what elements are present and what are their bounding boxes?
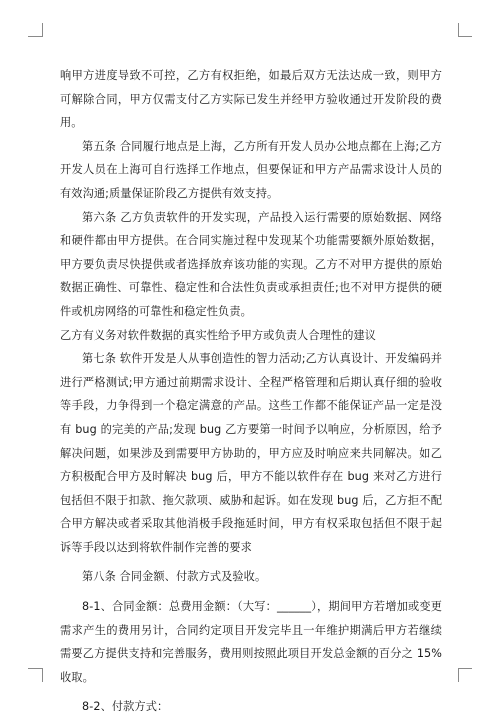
paragraph-8-1-contract-amount: 8-1、合同金额：总费用金额：（大写：______），期间甲方若增加或变更需求产生的费用另计，合同约定项目开发完毕且一年维护期满后甲方若继续需要乙方提供支持和完善服务，费用则按照此项目开发总金额的百分之 15%收取。	[60, 600, 442, 684]
crop-mark-top-right-h	[458, 36, 472, 37]
crop-mark-bottom-left-v	[42, 668, 43, 682]
crop-mark-bottom-right-v	[458, 668, 459, 682]
document-body	[60, 64, 442, 719]
paragraph-article-7: 第七条 软件开发是人从事创造性的智力活动;乙方认真设计、开发编码并进行严格测试;甲方通过前期需求设计、全程严格管理和后期认真仔细的验收等手段，力争得到一个稳定满意的产品。这些工作都不能保证产品一定是没有 bug 的完美的产品;发现 bug 乙方要第一时间予以响应，分析原因，给予解决问题，如果涉及到需要甲方协助的，甲方应及时响应来共同解决。如乙方积极配合甲方及时解决 bug 后，甲方不能以软件存在 bug 来对乙方进行包括但不限于扣款、拖欠款项、威胁和起诉。如在发现 bug 后，乙方拒不配合甲方解决或者采取其他消极手段拖延时间，甲方有权采取包括但不限于起诉等手段以达到将软件制作完善的要求	[60, 352, 442, 554]
paragraph-8-2-payment-method: 8-2、付款方式：	[82, 700, 169, 714]
crop-mark-top-left-h	[28, 36, 42, 37]
crop-mark-bottom-left-h	[28, 668, 42, 669]
paragraph-article-5: 第五条 合同履行地点是上海，乙方所有开发人员办公地点都在上海;乙方开发人员在上海可自行选择工作地点，但要保证和甲方产品需求设计人员的有效沟通;质量保证阶段乙方提供有效支持。	[60, 139, 442, 200]
paragraph-article-8-heading: 第八条 合同金额、付款方式及验收。	[82, 570, 267, 584]
crop-mark-top-left-v	[42, 23, 43, 37]
crop-mark-bottom-right-h	[458, 668, 472, 669]
crop-mark-top-right-v	[458, 23, 459, 37]
paragraph-article-6: 第六条 乙方负责软件的开发实现，产品投入运行需要的原始数据、网络和硬件都由甲方提供。在合同实施过程中发现某个功能需要额外原始数据，甲方要负责尽快提供或者选择放弃该功能的实现。乙方不对甲方提供的原始数据正确性、可靠性、稳定性和合法性负责或承担责任;也不对甲方提供的硬件或机房网络的可靠性和稳定性负责。	[60, 210, 442, 318]
paragraph-continuation: 响甲方进度导致不可控，乙方有权拒绝，如最后双方无法达成一致，则甲方可解除合同，甲方仅需支付乙方实际已发生并经甲方验收通过开发阶段的费用。	[60, 69, 442, 130]
paragraph-data-advice: 乙方有义务对软件数据的真实性给予甲方或负责人合理性的建议	[60, 328, 377, 342]
